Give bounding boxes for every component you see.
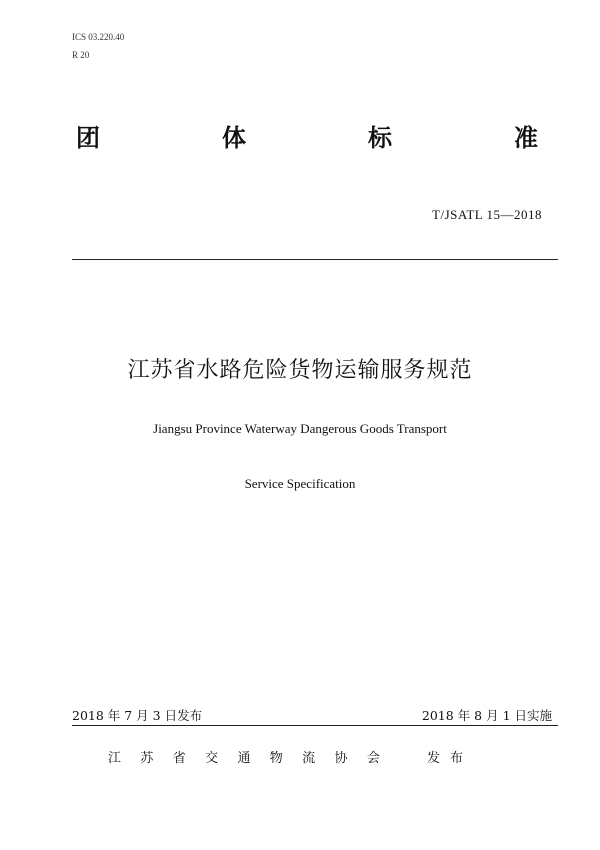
issuer-char: 流 [302,751,316,766]
issuer-char: 交 [205,751,219,766]
category-char: 准 [514,124,538,152]
title-english-line1: Jiangsu Province Waterway Dangerous Goods Transport [153,421,447,436]
bottom-divider [72,725,558,726]
ics-code: ICS 03.220.40 [72,32,125,42]
issuer-name [108,747,380,766]
standard-number: T/JSATL 15—2018 [432,207,542,222]
issuer-char: 协 [334,751,348,766]
standard-category [76,118,538,153]
ccs-code: R 20 [72,50,90,60]
category-char: 团 [76,124,100,152]
issue-label: 发布 [426,751,473,766]
issuer [108,747,473,766]
issuer-char: 省 [172,751,186,766]
issuer-char: 江 [108,751,122,766]
title-english-line2: Service Specification [244,476,356,491]
category-char: 体 [222,124,246,152]
category-char: 标 [368,124,392,152]
issuer-char: 物 [269,751,283,766]
publish-date: 2018 年 7 月 3 日发布 [72,708,203,723]
implementation-date: 2018 年 8 月 1 日实施 [421,708,552,723]
issuer-char: 通 [237,751,251,766]
top-divider [72,259,558,260]
issuer-char: 苏 [140,751,154,766]
title-chinese: 江苏省水路危险货物运输服务规范 [127,358,473,383]
issuer-char: 会 [366,751,380,766]
